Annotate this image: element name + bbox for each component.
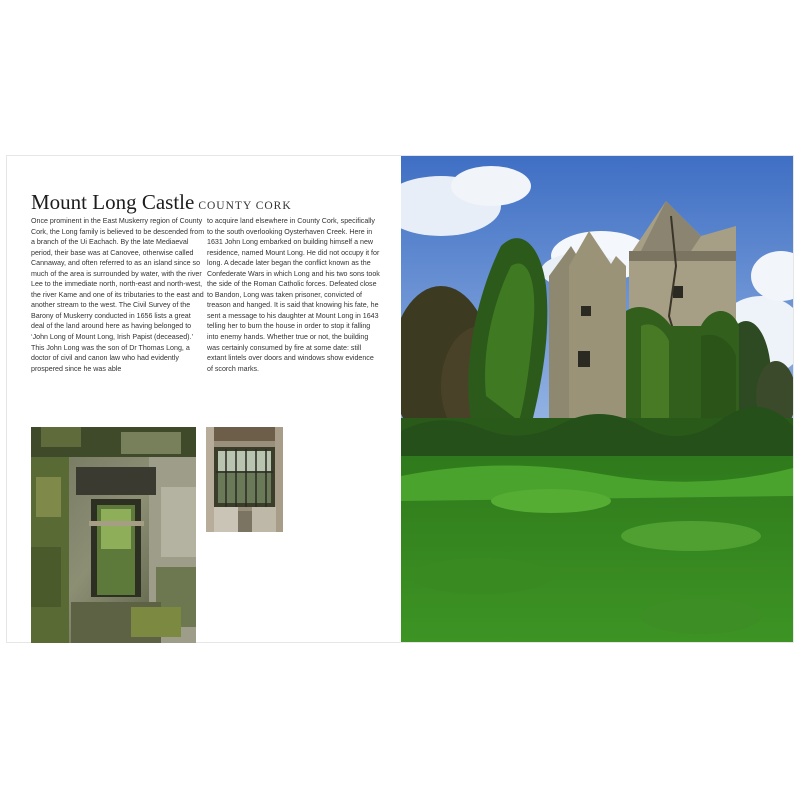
body-text-column-1: Once prominent in the East Muskerry region of County Cork, the Long family is believed to be descended from a branch of the Ui Eachach. By the late Mediaeval period, their base was at Canovee, otherwise called Cannaway, and often referred to as an island since so much of the area is surrounded by water, with the river Lee to the immediate north, north-east and north-west, the river Kame and one of its tributaries to the east and another stream to the west. The Civil Survey of the Barony of Muskerry conducted in 1656 lists a great deal of the land around here as having belonged to ‘John Long of Mount Long, Irish Papist (deceased).’ This John Long was the son of Dr Thomas Long, a doctor of civil and canon law who had evidently prospered since he was able <box>31 217 205 373</box>
left-page <box>7 156 401 642</box>
page-title <box>31 180 292 217</box>
barred-window-photo <box>206 427 283 532</box>
book-spread <box>6 155 794 643</box>
right-page <box>401 156 793 642</box>
body-text-column-2: to acquire land elsewhere in County Cork, specifically to the south overlooking Oysterhaven Creek. Here in 1631 John Long embarked on building himself a new residence, named Mount Long. He did not occupy it for long. A decade later began the conflict known as the Confederate Wars in which Long and his two sons took the side of the Roman Catholic forces. Defeated close to Bandon, Long was taken prisoner, convicted of treason and hanged. It is said that knowing his fate, he sent a message to his daughter at Mount Long in 1643 telling her to burn the house in order to stop it falling into enemy hands. Whether true or not, the building was certainly consumed by fire at some date: still extant lintels over doors and windows show evidence of scorch marks. <box>207 217 380 373</box>
title-main: Mount Long Castle <box>31 190 195 214</box>
mount-long-castle-photo <box>401 156 793 642</box>
title-subtitle: COUNTY CORK <box>198 200 292 212</box>
ivy-covered-window-photo <box>31 427 196 643</box>
